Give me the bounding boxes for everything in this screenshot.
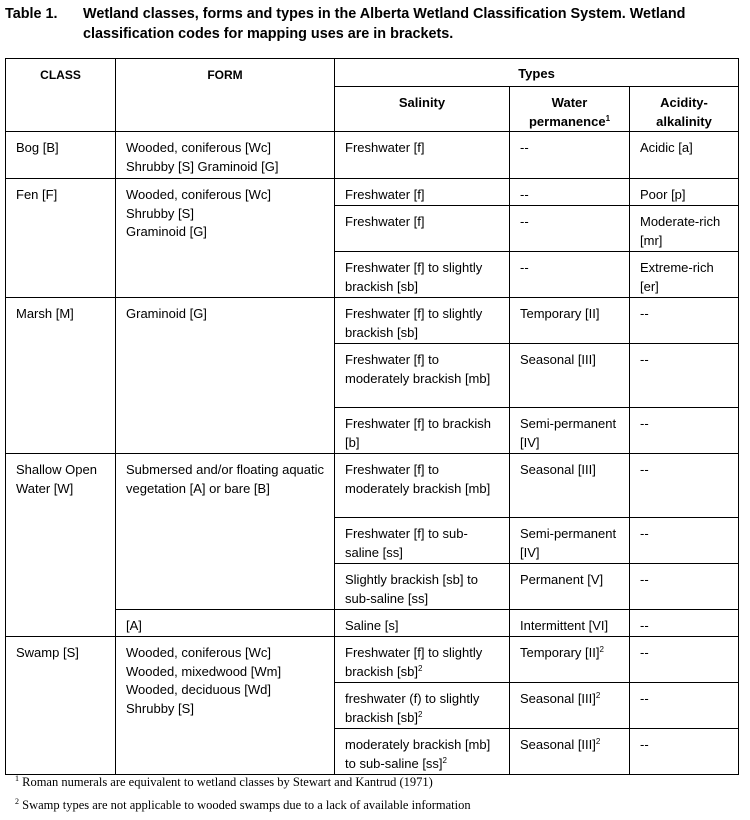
permanence-cell: -- (510, 206, 630, 252)
acidity-cell: -- (630, 683, 739, 729)
table-row (6, 637, 739, 683)
form-cell: [A] (116, 610, 335, 637)
acidity-cell: -- (630, 518, 739, 564)
permanence-cell: Seasonal [III]$^2$ (510, 683, 630, 729)
salinity-cell: moderately brackish [mb] to sub-saline [ss]$^2$ (335, 729, 510, 775)
footnote-ref-2: 2 (442, 755, 447, 765)
salinity-cell: Slightly brackish [sb] to sub-saline [ss] (335, 564, 510, 610)
caption-line-2: classification codes for mapping uses are in brackets. (83, 26, 454, 42)
form-cell: Submersed and/or floating aquatic vegetation [A] or bare [B] (116, 454, 335, 610)
acidity-cell: -- (630, 729, 739, 775)
acidity-cell: Acidic [a] (630, 132, 739, 179)
salinity-cell: Freshwater [f] to slightly brackish [sb] (335, 298, 510, 344)
permanence-cell: Semi-permanent [IV] (510, 518, 630, 564)
form-cell: Wooded, coniferous [Wc] Shrubby [S] Graminoid [G] (116, 179, 335, 298)
footnote-ref-1: 1 (605, 113, 611, 123)
header-acidity: Acidity-alkalinity (630, 87, 739, 132)
footnote-ref-2: 2 (417, 709, 423, 719)
permanence-cell: -- (510, 252, 630, 298)
header-water-permanence-label: Water permanence (528, 95, 606, 129)
permanence-cell: Seasonal [III]$^2$ (510, 729, 630, 775)
class-cell: Fen [F] (6, 179, 116, 298)
permanence-cell: Semi-permanent [IV] (510, 408, 630, 454)
permanence-cell: -- (510, 179, 630, 206)
salinity-cell: freshwater (f) to slightly brackish [sb]$^2$ (335, 683, 510, 729)
acidity-cell: -- (630, 610, 739, 637)
salinity-cell: Freshwater [f] to slightly brackish [sb]$^2$ (335, 637, 510, 683)
permanence-cell: Temporary [II]$^2$ (510, 637, 630, 683)
permanence-cell: Seasonal [III] (510, 344, 630, 408)
class-cell: Swamp [S] (6, 637, 116, 775)
header-class: CLASS (6, 59, 116, 132)
permanence-cell: Temporary [II] (510, 298, 630, 344)
salinity-cell: Freshwater [f] to sub-saline [ss] (335, 518, 510, 564)
form-cell: Wooded, coniferous [Wc] Wooded, mixedwood [Wm] Wooded, deciduous [Wd] Shrubby [S] (116, 637, 335, 775)
table-row (6, 132, 739, 179)
acidity-cell: -- (630, 344, 739, 408)
header-form: FORM (116, 59, 335, 132)
table-row (6, 610, 739, 637)
form-cell: Wooded, coniferous [Wc] Shrubby [S] Graminoid [G] (116, 132, 335, 179)
table-row (6, 298, 739, 344)
footnote-2: $^2$ Swamp types are not applicable to wooded swamps due to a lack of available information (15, 797, 471, 812)
table-row (6, 454, 739, 518)
caption-label: Table 1. (5, 6, 58, 22)
permanence-cell: Seasonal [III] (510, 454, 630, 518)
salinity-cell: Freshwater [f] to slightly brackish [sb] (335, 252, 510, 298)
header-row-1 (6, 59, 739, 87)
salinity-cell: Freshwater [f] to brackish [b] (335, 408, 510, 454)
footnote-ref-2: 2 (595, 691, 601, 700)
table-row (6, 179, 739, 206)
permanence-cell: Intermittent [VI] (510, 610, 630, 637)
salinity-cell: Freshwater [f] (335, 179, 510, 206)
footnote-ref-2: 2 (417, 663, 423, 673)
header-water-permanence (510, 87, 630, 132)
acidity-cell: -- (630, 454, 739, 518)
class-cell: Bog [B] (6, 132, 116, 179)
permanence-cell: -- (510, 132, 630, 179)
footnote-1: $^1$ Roman numerals are equivalent to wetland classes by Stewart and Kantrud (1971) (15, 774, 433, 789)
acidity-cell: -- (630, 564, 739, 610)
permanence-cell: Permanent [V] (510, 564, 630, 610)
salinity-cell: Freshwater [f] (335, 132, 510, 179)
header-salinity: Salinity (335, 87, 510, 132)
salinity-cell: Freshwater [f] to moderately brackish [mb] (335, 454, 510, 518)
acidity-cell: -- (630, 298, 739, 344)
caption-line-1: Wetland classes, forms and types in the Alberta Wetland Classification System. Wetland (83, 6, 686, 22)
wetland-classification-table (5, 58, 739, 775)
table-caption (5, 4, 745, 44)
salinity-cell: Saline [s] (335, 610, 510, 637)
acidity-cell: Poor [p] (630, 179, 739, 206)
footnote-ref-2: 2 (595, 737, 601, 746)
acidity-cell: Moderate-rich [mr] (630, 206, 739, 252)
class-cell: Marsh [M] (6, 298, 116, 454)
footnote-ref-2: 2 (599, 645, 604, 654)
acidity-cell: Extreme-rich [er] (630, 252, 739, 298)
class-cell: Shallow Open Water [W] (6, 454, 116, 637)
salinity-cell: Freshwater [f] (335, 206, 510, 252)
form-cell: Graminoid [G] (116, 298, 335, 454)
acidity-cell: -- (630, 637, 739, 683)
header-types: Types (335, 59, 739, 87)
acidity-cell: -- (630, 408, 739, 454)
salinity-cell: Freshwater [f] to moderately brackish [mb] (335, 344, 510, 408)
